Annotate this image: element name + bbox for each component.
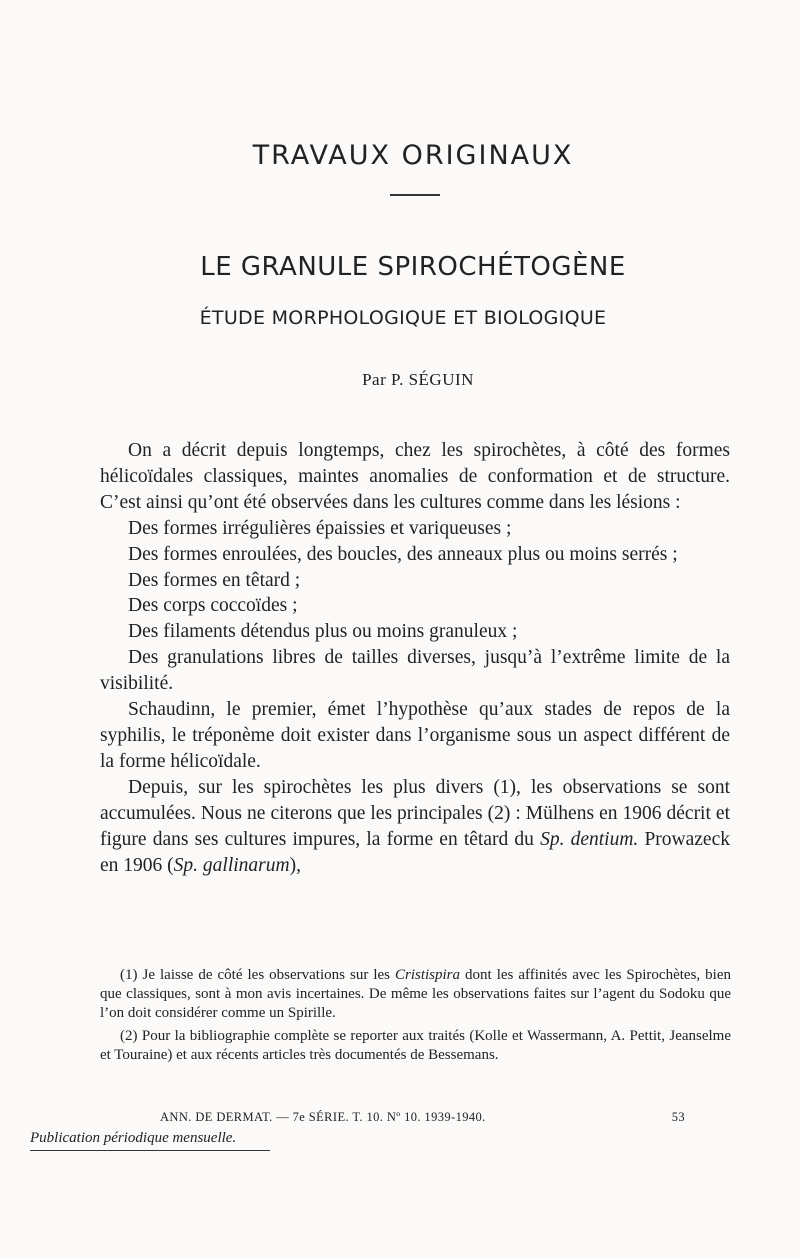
text-run: ), [289, 854, 301, 876]
species-name: Sp. dentium. [540, 828, 639, 850]
article-title: LE GRANULE SPIROCHÉTOGÈNE [200, 252, 626, 282]
list-item: Des granulations libres de tailles diverses, jusqu’à l’extrême limite de la visibilité. [100, 647, 730, 695]
text-run: dont les affinités avec les Spirochètes, bien que classiques, sont à mon avis incertaines. De même les observations faites sur l’agent du Sodoku que l’on doit considérer comme un Spirille. [100, 967, 731, 1022]
genus-name: Cristispira [395, 967, 461, 983]
list-item: Des corps coccoïdes ; [128, 595, 298, 617]
text-run: Prowazeck en 1906 ( [100, 828, 730, 876]
publication-note: Publication périodique mensuelle. [30, 1130, 237, 1146]
journal-reference: ANN. DE DERMAT. — 7e SÉRIE. T. 10. Nº 10. 1939-1940. [160, 1110, 486, 1124]
page-number: 53 [671, 1110, 685, 1124]
footnote-2: (2) Pour la bibliographie complète se reporter aux traités (Kolle et Wassermann, A. Pettit, Jeanselme et Touraine) et aux récents articles très documentés de Bessemans. [100, 1027, 731, 1063]
list-item: Des formes enroulées, des boucles, des anneaux plus ou moins serrés ; [128, 543, 678, 565]
list-item: Des formes irrégulières épaissies et variqueuses ; [128, 517, 512, 539]
article-subtitle: ÉTUDE MORPHOLOGIQUE ET BIOLOGIQUE [199, 307, 607, 329]
title-divider [390, 194, 440, 196]
text-run: (1) Je laisse de côté les observations sur les [120, 967, 395, 983]
article-body [100, 438, 730, 878]
journal-footer [160, 1110, 685, 1125]
list-item: Des formes en têtard ; [128, 569, 301, 591]
list-item: Des filaments détendus plus ou moins granuleux ; [128, 621, 518, 643]
footnote-1 [100, 966, 731, 1024]
section-title: TRAVAUX ORIGINAUX [252, 140, 574, 171]
paragraph-intro: On a décrit depuis longtemps, chez les spirochètes, à côté des formes hélicoïdales classiques, maintes anomalies de conformation et de structure. C’est ainsi qu’ont été observées dans les cultures comme dans les lésions : [100, 440, 730, 513]
footnotes [100, 966, 731, 1068]
author-line: Par P. SÉGUIN [362, 370, 474, 389]
text-run: Depuis, sur les spirochètes les plus divers (1), les observations se sont accumulées. Nous ne citerons que les principales (2) : Mülhens en 1906 décrit et figure dans ses cultures impures, la forme en têtard du [100, 776, 730, 850]
publication-underline [30, 1150, 270, 1151]
paragraph-depuis [100, 775, 730, 879]
species-name: Sp. gallinarum [173, 854, 290, 876]
paragraph-schaudinn: Schaudinn, le premier, émet l’hypothèse qu’aux stades de repos de la syphilis, le tréponème doit exister dans l’organisme sous un aspect différent de la forme hélicoïdale. [100, 699, 730, 772]
